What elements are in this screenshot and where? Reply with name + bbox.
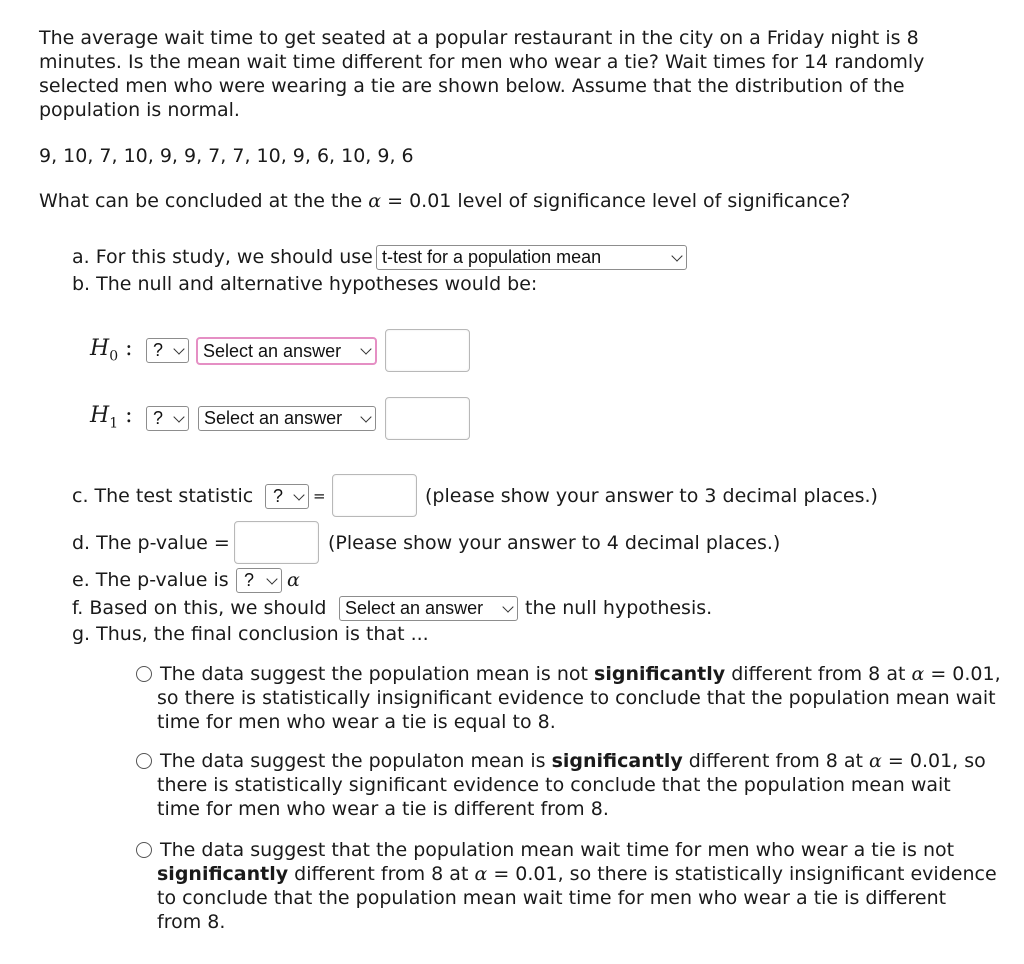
conclusion-radio-1[interactable] (136, 666, 152, 682)
part-e-label: e. The p-value is (72, 569, 229, 591)
test-statistic-input[interactable] (332, 474, 417, 517)
h0-label: $H_0$ : (90, 336, 133, 365)
test-statistic-select[interactable]: ? (265, 484, 309, 509)
part-b-label: b. The null and alternative hypotheses would be: (72, 273, 538, 295)
h1-relation-select[interactable]: Select an answer (198, 406, 376, 431)
p-value-input[interactable] (234, 521, 319, 564)
chevron-down-icon (502, 601, 513, 612)
h0-relation-select[interactable]: Select an answer (196, 337, 377, 365)
question-text: What can be concluded at the the α = 0.01 level of significance level of significance? (39, 190, 851, 212)
chevron-down-icon (173, 411, 184, 422)
h1-value-input[interactable] (385, 397, 470, 440)
chevron-down-icon (671, 250, 682, 261)
h1-parameter-select[interactable]: ? (146, 406, 189, 431)
chevron-down-icon (266, 573, 277, 584)
p-value-comparison-select[interactable]: ? (236, 568, 282, 593)
intro-line: The average wait time to get seated at a popular restaurant in the city on a Friday night is 8 (39, 27, 919, 49)
alpha-symbol: α (287, 569, 300, 591)
chevron-down-icon (293, 489, 304, 500)
h0-parameter-select[interactable]: ? (146, 338, 189, 363)
part-c-label: c. The test statistic (72, 485, 254, 507)
test-type-select[interactable]: t-test for a population mean (376, 245, 687, 270)
part-d-label: d. The p-value = (72, 532, 230, 554)
alpha-symbol: α (474, 863, 488, 885)
h1-label: $H_1$ : (90, 403, 133, 432)
equals-sign: = (313, 487, 326, 505)
chevron-down-icon (360, 411, 371, 422)
intro-line: minutes. Is the mean wait time different for men who wear a tie? Wait times for 14 randomly (39, 51, 925, 73)
intro-line: selected men who were wearing a tie are shown below. Assume that the distribution of the (39, 75, 905, 97)
part-g-label: g. Thus, the final conclusion is that ... (72, 623, 429, 645)
p-value-note: (Please show your answer to 4 decimal places.) (328, 532, 781, 554)
test-statistic-note: (please show your answer to 3 decimal places.) (425, 485, 878, 507)
alpha-symbol: α (869, 750, 882, 772)
alpha-symbol: α (911, 663, 925, 685)
intro-line: population is normal. (39, 99, 240, 121)
chevron-down-icon (360, 343, 371, 354)
chevron-down-icon (173, 343, 184, 354)
h0-value-input[interactable] (385, 329, 470, 372)
part-a-label: a. For this study, we should use (72, 246, 373, 268)
conclusion-radio-3[interactable] (136, 842, 152, 858)
alpha-symbol: α (368, 190, 382, 212)
part-f-label: f. Based on this, we should (72, 597, 327, 619)
decision-select[interactable]: Select an answer (339, 596, 518, 621)
part-f-post: the null hypothesis. (525, 597, 713, 619)
data-values: 9, 10, 7, 10, 9, 9, 7, 7, 10, 9, 6, 10, 9, 6 (39, 145, 414, 167)
conclusion-radio-2[interactable] (136, 753, 152, 769)
